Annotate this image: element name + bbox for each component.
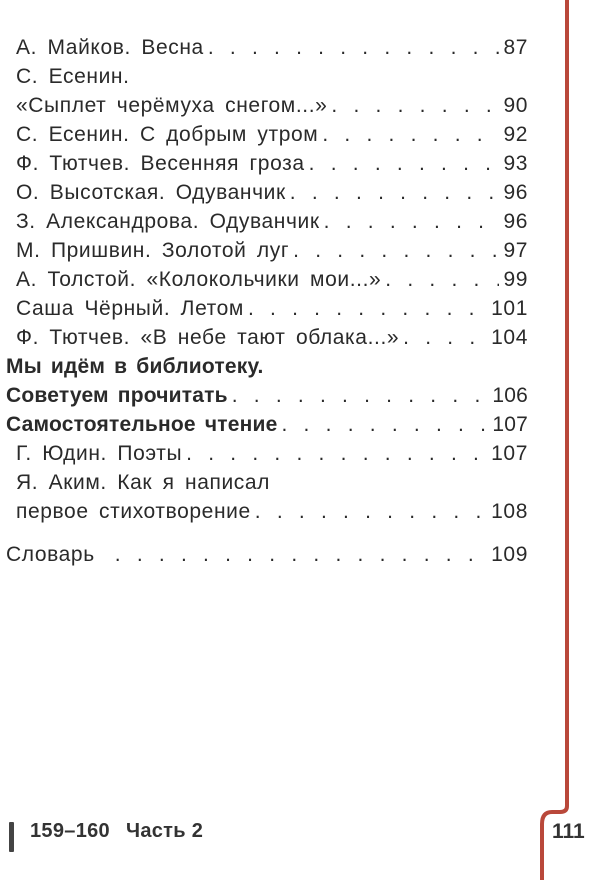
toc-entry-page: 96	[503, 181, 528, 204]
toc-entry-esenin-1	[16, 63, 130, 91]
toc-leader	[309, 150, 500, 178]
toc-entry-vysotskaya	[16, 179, 528, 207]
toc-entry-title: Словарь	[6, 543, 95, 566]
toc-entry-page: 90	[503, 94, 528, 117]
margin-line	[565, 0, 569, 805]
toc-entry-title: З. Александрова. Одуванчик	[16, 210, 320, 233]
toc-section-sovetuem	[6, 382, 528, 410]
toc-entry-page: 109	[491, 543, 528, 566]
toc-entry-akim-2	[16, 498, 528, 526]
toc-entry-prishvin	[16, 237, 528, 265]
toc-entry-title: Саша Чёрный. Летом	[16, 297, 244, 320]
toc-leader	[322, 121, 499, 149]
toc-section-title: Мы идём в библиотеку.	[6, 355, 264, 378]
toc-section-samostoyatelnoe	[6, 411, 528, 439]
toc-entry-akim-1	[16, 469, 270, 497]
toc-entry-page: 87	[503, 36, 528, 59]
toc-entry-aleksandrova	[16, 208, 528, 236]
toc-entry-title: С. Есенин. С добрым утром	[16, 123, 319, 146]
toc-entry-title: Я. Аким. Как я написал	[16, 471, 271, 494]
toc-entry-tyutchev-oblaka	[16, 324, 528, 352]
toc-leader	[331, 92, 499, 120]
toc-leader	[208, 34, 500, 62]
toc-entry-esenin-dobrym	[16, 121, 528, 149]
toc-entry-page: 108	[491, 500, 528, 523]
toc-entry-maikov	[16, 34, 528, 62]
toc-entry-page: 96	[503, 210, 528, 233]
footer-pages: 159–160	[30, 820, 110, 842]
toc-entry-tolstoy	[16, 266, 528, 294]
toc-entry-page: 92	[503, 123, 528, 146]
toc-entry-title: первое стихотворение	[16, 500, 251, 523]
footer	[30, 820, 203, 843]
toc-entry-title: С. Есенин.	[16, 65, 130, 88]
toc-entry-chyorny	[16, 295, 528, 323]
toc-leader	[281, 411, 488, 439]
toc-section-title: Самостоятельное чтение	[6, 413, 278, 436]
toc-leader	[186, 440, 487, 468]
toc-entry-page: 101	[491, 297, 528, 320]
footer-marker	[9, 822, 14, 852]
toc-entry-page: 99	[503, 268, 528, 291]
toc-entry-page: 97	[503, 239, 528, 262]
toc-leader	[115, 541, 487, 569]
toc-entry-title: Ф. Тютчев. «В небе тают облака...»	[16, 326, 400, 349]
toc-entry-title: Г. Юдин. Поэты	[16, 442, 183, 465]
page-number: 111	[552, 820, 585, 843]
toc-entry-esenin-cheremukha	[16, 92, 528, 120]
toc-section-biblioteka	[6, 353, 264, 381]
toc-leader	[324, 208, 500, 236]
toc-entry-page: 106	[492, 384, 528, 407]
toc-entry-title: О. Высотская. Одуванчик	[16, 181, 286, 204]
toc-leader	[232, 382, 489, 410]
toc-entry-title: «Сыплет черёмуха снегом...»	[16, 94, 328, 117]
toc-leader	[255, 498, 487, 526]
toc-leader	[248, 295, 487, 323]
toc-entry-page: 107	[492, 413, 528, 436]
toc-leader	[290, 179, 500, 207]
toc-entry-tyutchev-groza	[16, 150, 528, 178]
toc-entry-yudin	[16, 440, 528, 468]
toc-entry-page: 93	[503, 152, 528, 175]
toc-entry-page: 104	[491, 326, 528, 349]
toc-entry-slovar	[6, 541, 528, 569]
toc-leader	[403, 324, 487, 352]
toc-leader	[385, 266, 499, 294]
toc-entry-title: А. Толстой. «Колокольчики мои...»	[16, 268, 382, 291]
footer-part: Часть 2	[125, 820, 204, 842]
toc-entry-title: А. Майков. Весна	[16, 36, 204, 59]
toc-entry-page: 107	[491, 442, 528, 465]
toc-entry-title: М. Пришвин. Золотой луг	[16, 239, 290, 262]
toc-section-title: Советуем прочитать	[6, 384, 228, 407]
toc-entry-title: Ф. Тютчев. Весенняя гроза	[16, 152, 305, 175]
toc-leader	[293, 237, 499, 265]
